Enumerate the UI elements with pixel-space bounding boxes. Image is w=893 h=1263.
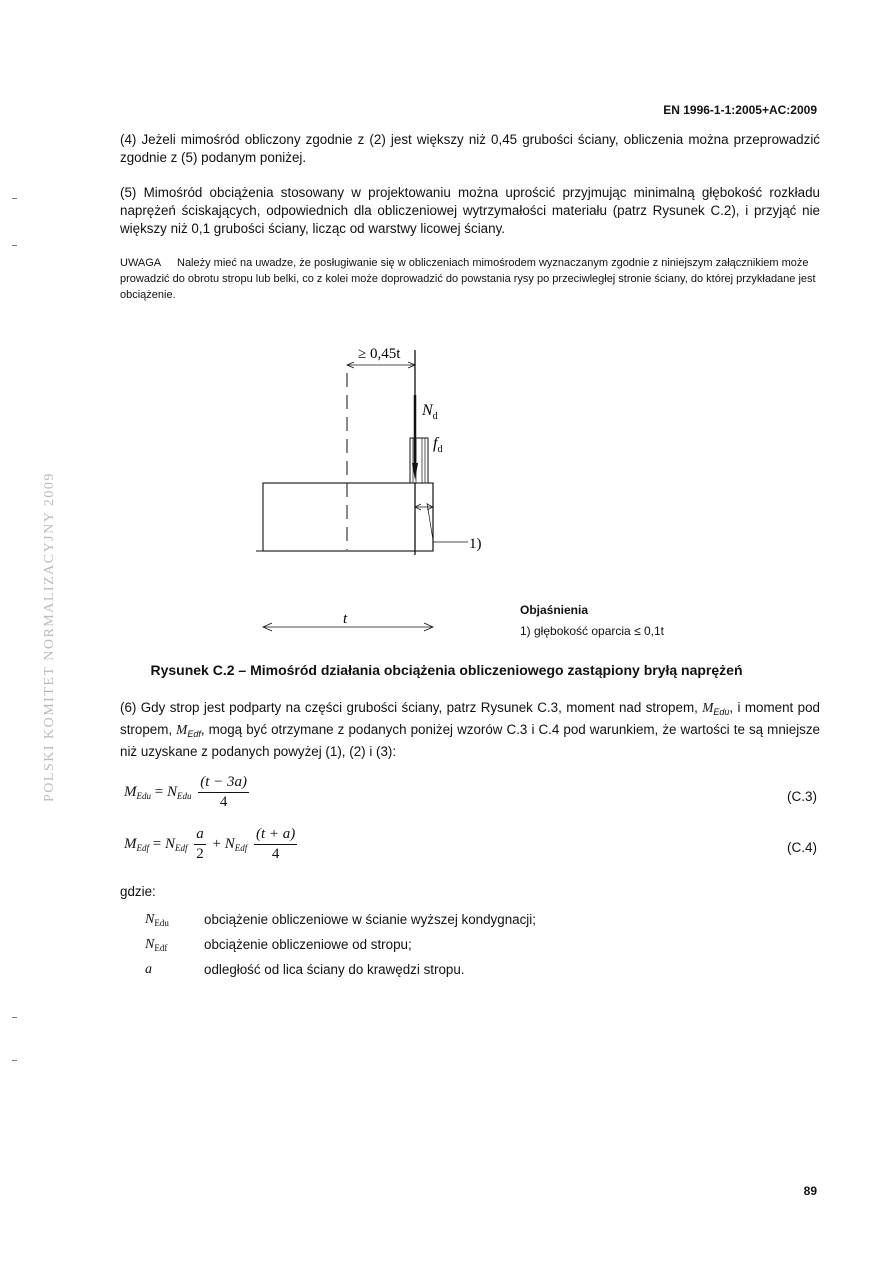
equation-c3: $M_{Edu} = N_{Edu}$ $\frac{(t - 3a)}{4}$ [124, 774, 248, 810]
label-fd: $f_d$ [433, 435, 443, 455]
paragraph-6: (6) Gdy strop jest podparty na części grubości ściany, patrz Rysunek C.3, moment nad stropem, $M_{Edu}$, i moment pod stropem, $M_{Edf}$, mogą być otrzymane z podanych poniżej wzorów C.3 i C.4 pod warunkiem, że wartości te są mniejsze niż uzyskane z podanych powyżej (1), (2) i (3): [120, 700, 821, 759]
def-symbol-a: a [145, 962, 152, 977]
equation-c3-number: (C.3) [787, 789, 817, 804]
scan-mark [12, 1060, 17, 1061]
paragraph-5: (5) Mimośród obciążenia stosowany w projektowaniu można uprościć przyjmując minimalną głębokość rozkładu naprężeń ściskających, odpowiednich dla obliczeniowej wytrzymałości materiału (patrz Rysunek C.2), i przyjąć nie większy niż 0,1 grubości ściany, licząc od warstwy licowej ściany. [120, 185, 820, 236]
def-text-a: odległość od lica ściany do krawędzi stropu. [204, 962, 465, 977]
figure-caption: Rysunek C.2 – Mimośród działania obciążenia obliczeniowego zastąpiony bryłą naprężeń [150, 662, 743, 678]
dim-top-label: ≥ 0,45t [358, 346, 401, 362]
scan-mark [12, 245, 17, 246]
figure-c2 [240, 335, 510, 645]
watermark [38, 452, 60, 802]
def-symbol-nedf: $N_{Edf}$ [145, 937, 168, 953]
scan-mark [12, 1017, 17, 1018]
scan-mark [12, 198, 17, 199]
paragraph-4: (4) Jeżeli mimośród obliczony zgodnie z (2) jest większy niż 0,45 grubości ściany, obliczenia można przeprowadzić zgodnie z (5) podanym poniżej. [120, 132, 820, 165]
note-label: UWAGA [120, 257, 162, 269]
svg-text:POLSKI KOMITET NORMALIZACYJNY: POLSKI KOMITET NORMALIZACYJNY 2009 [42, 472, 57, 802]
legend-item: 1) głębokość oparcia ≤ 0,1t [520, 624, 664, 638]
callout-label: 1) [469, 536, 482, 552]
slab-block [263, 483, 433, 551]
dim-bottom-label: t [343, 611, 348, 627]
note-text: Należy mieć na uwadze, że posługiwanie się w obliczeniach mimośrodem wyznaczanym zgodnie z niniejszym załącznikiem może prowadzić do obrotu stropu lub belki, co z kolei może doprowadzić do powstania rysy po przeciwległej stronie ściany, do której przykładane jest obciążenie. [120, 257, 816, 301]
equation-c4: $M_{Edf} = N_{Edf}$ $\frac{a}{2}$ + $N_{Edf}$ $\frac{(t + a)}{4}$ [124, 826, 296, 862]
label-nd: $N_d$ [422, 402, 438, 422]
def-symbol-nedu: $N_{Edu}$ [145, 912, 169, 928]
note [120, 255, 820, 303]
page-number: 89 [803, 1184, 817, 1198]
equation-c4-number: (C.4) [787, 840, 817, 855]
document-header: EN 1996-1-1:2005+AC:2009 [663, 103, 817, 117]
legend-title: Objaśnienia [520, 603, 589, 617]
def-text-nedu: obciążenie obliczeniowe w ścianie wyższej kondygnacji; [204, 912, 536, 927]
def-text-nedf: obciążenie obliczeniowe od stropu; [204, 937, 412, 952]
definitions-intro: gdzie: [120, 884, 156, 899]
